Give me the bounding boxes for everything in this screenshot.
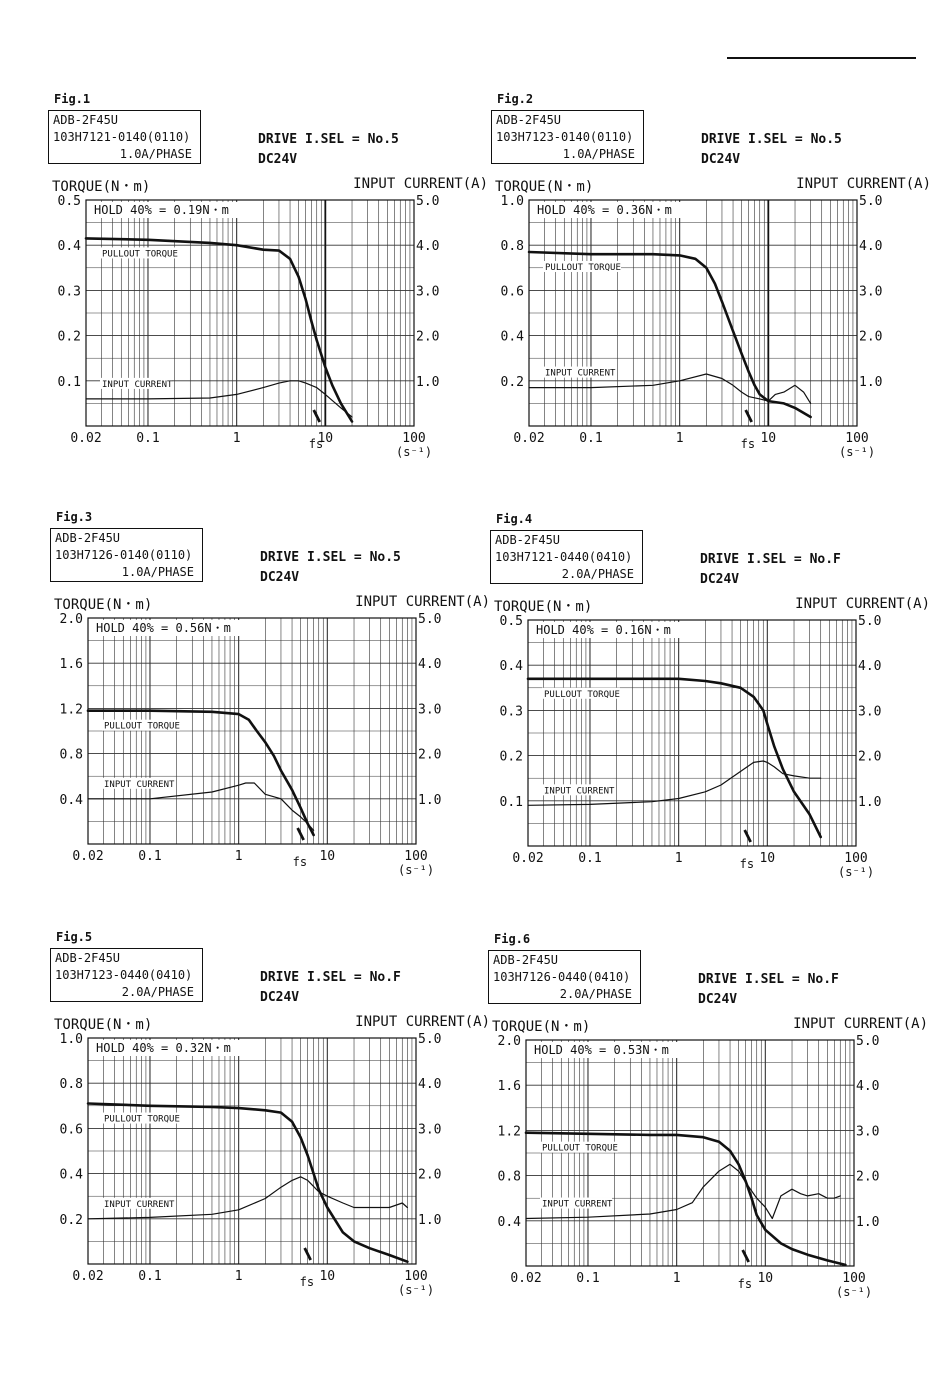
model-line: ADB-2F45U (496, 113, 562, 127)
y-tick-label: 0.4 (500, 329, 524, 345)
drive-select: DRIVE I.SEL = No.5 (701, 132, 842, 147)
plot-area (491, 92, 931, 472)
drive-select: DRIVE I.SEL = No.5 (258, 132, 399, 147)
y-tick-label: 0.4 (499, 659, 523, 675)
y-axis-title-left: TORQUE(N・m) (494, 599, 593, 615)
plot-area (488, 932, 928, 1312)
model-line: ADB-2F45U (55, 951, 121, 965)
y-right-tick-label: 2.0 (859, 329, 883, 345)
figure-2 (491, 92, 931, 512)
y-right-tick-label: 4.0 (856, 1079, 880, 1095)
drive-voltage: DC24V (701, 152, 741, 167)
y-tick-label: 1.0 (59, 1032, 83, 1047)
y-right-tick-label: 1.0 (416, 374, 440, 390)
y-right-tick-label: 3.0 (859, 284, 883, 300)
model-line: 2.0A/PHASE (559, 987, 632, 1001)
x-unit-label: (s⁻¹) (398, 863, 435, 877)
y-tick-label: 1.6 (59, 657, 83, 673)
grid (529, 200, 857, 426)
hold-torque-label: HOLD 40% = 0.19N・m (94, 203, 229, 217)
model-line: 2.0A/PHASE (121, 985, 194, 999)
y-tick-label: 1.6 (497, 1079, 521, 1095)
y-right-tick-label: 5.0 (858, 614, 882, 629)
drive-voltage: DC24V (258, 152, 298, 167)
series-label: PULLOUT TORQUE (542, 1143, 618, 1154)
drive-select: DRIVE I.SEL = No.F (700, 552, 841, 567)
x-tick-label: 0.02 (510, 1271, 542, 1286)
y-right-tick-label: 5.0 (418, 612, 442, 627)
y-axis-title-right: INPUT CURRENT(A) (796, 176, 931, 192)
x-tick-label: 100 (845, 431, 869, 446)
y-right-tick-label: 4.0 (858, 659, 882, 675)
drive-select: DRIVE I.SEL = No.5 (260, 550, 401, 565)
y-right-tick-label: 1.0 (418, 792, 442, 808)
hold-torque-label: HOLD 40% = 0.32N・m (96, 1041, 231, 1055)
y-right-tick-label: 2.0 (418, 1167, 442, 1183)
x-tick-label: 100 (842, 1271, 866, 1286)
hold-torque-label: HOLD 40% = 0.16N・m (536, 623, 671, 637)
y-tick-label: 0.5 (499, 614, 523, 629)
input-current-line (526, 1164, 840, 1218)
x-unit-label: (s⁻¹) (396, 445, 433, 459)
y-right-tick-label: 3.0 (418, 702, 442, 718)
figure-label: Fig.3 (56, 510, 93, 524)
y-tick-label: 1.0 (500, 194, 524, 209)
x-tick-label: 0.02 (513, 431, 545, 446)
x-unit-label: (s⁻¹) (839, 445, 876, 459)
hold-torque-label: HOLD 40% = 0.36N・m (537, 203, 672, 217)
y-tick-label: 0.2 (500, 374, 524, 390)
series-label: INPUT CURRENT (102, 379, 173, 390)
grid (86, 200, 414, 426)
drive-voltage: DC24V (260, 570, 300, 585)
y-right-tick-label: 5.0 (416, 194, 440, 209)
x-tick-label: 10 (319, 1269, 336, 1284)
plot-area (50, 930, 490, 1310)
y-tick-label: 0.4 (59, 1167, 83, 1183)
x-unit-label: (s⁻¹) (398, 1283, 435, 1297)
y-tick-label: 0.6 (500, 284, 524, 300)
y-right-tick-label: 4.0 (416, 239, 440, 255)
x-tick-label: 0.1 (138, 849, 162, 864)
pullout-torque-line (86, 238, 352, 421)
y-right-tick-label: 4.0 (418, 657, 442, 673)
top-rule (727, 57, 916, 59)
x-tick-label: 0.02 (70, 431, 102, 446)
x-tick-label: 1 (675, 431, 684, 446)
x-unit-label: (s⁻¹) (836, 1285, 873, 1299)
x-tick-label: 100 (404, 849, 428, 864)
y-tick-label: 0.2 (499, 749, 523, 765)
x-tick-label: 0.02 (72, 849, 104, 864)
model-line: 103H7121-0440(0410) (495, 550, 633, 564)
y-axis-title-left: TORQUE(N・m) (54, 597, 153, 613)
y-axis-title-right: INPUT CURRENT(A) (355, 1014, 490, 1030)
y-right-tick-label: 1.0 (858, 794, 882, 810)
model-line: ADB-2F45U (495, 533, 561, 547)
y-tick-label: 2.0 (497, 1034, 521, 1049)
y-axis-title-left: TORQUE(N・m) (54, 1017, 153, 1033)
y-tick-label: 0.3 (57, 284, 81, 300)
y-axis-title-right: INPUT CURRENT(A) (793, 1016, 928, 1032)
series-label: INPUT CURRENT (104, 1199, 175, 1210)
y-right-tick-label: 3.0 (858, 704, 882, 720)
fs-label: fs (308, 437, 324, 451)
model-line: 103H7123-0440(0410) (55, 968, 193, 982)
model-line: ADB-2F45U (55, 531, 121, 545)
figure-6 (488, 932, 928, 1352)
figure-label: Fig.4 (496, 512, 533, 526)
x-tick-label: 0.1 (579, 431, 603, 446)
x-tick-label: 10 (760, 431, 777, 446)
figure-label: Fig.2 (497, 92, 534, 106)
y-right-tick-label: 2.0 (416, 329, 440, 345)
model-line: 103H7123-0140(0110) (496, 130, 634, 144)
y-right-tick-label: 2.0 (856, 1169, 880, 1185)
model-line: 1.0A/PHASE (121, 565, 194, 579)
figure-3 (50, 510, 490, 930)
x-tick-label: 0.1 (576, 1271, 600, 1286)
fs-label: fs (740, 437, 756, 451)
series-label: PULLOUT TORQUE (104, 1114, 180, 1125)
y-tick-label: 0.5 (57, 194, 81, 209)
y-tick-label: 0.8 (500, 239, 524, 255)
drive-voltage: DC24V (698, 992, 738, 1007)
input-current-line (88, 783, 314, 830)
figure-1 (48, 92, 488, 512)
series-label: INPUT CURRENT (542, 1199, 613, 1210)
x-tick-label: 0.02 (72, 1269, 104, 1284)
y-tick-label: 0.8 (59, 1077, 83, 1093)
y-right-tick-label: 1.0 (859, 374, 883, 390)
figure-4 (490, 512, 930, 932)
x-tick-label: 100 (844, 851, 868, 866)
x-tick-label: 0.1 (578, 851, 602, 866)
figure-label: Fig.6 (494, 932, 531, 946)
model-line: 103H7126-0140(0110) (55, 548, 193, 562)
figure-5 (50, 930, 490, 1350)
series-label: INPUT CURRENT (544, 786, 615, 797)
y-right-tick-label: 2.0 (418, 747, 442, 763)
x-tick-label: 100 (402, 431, 426, 446)
model-line: 2.0A/PHASE (561, 567, 634, 581)
fs-label: fs (739, 857, 755, 871)
model-line: 103H7126-0440(0410) (493, 970, 631, 984)
x-tick-label: 0.02 (512, 851, 544, 866)
figure-label: Fig.1 (54, 92, 91, 106)
model-line: 1.0A/PHASE (562, 147, 635, 161)
drive-voltage: DC24V (700, 572, 740, 587)
hold-torque-label: HOLD 40% = 0.53N・m (534, 1043, 669, 1057)
x-tick-label: 1 (674, 851, 683, 866)
x-tick-label: 0.1 (138, 1269, 162, 1284)
y-tick-label: 0.4 (57, 239, 81, 255)
figure-label: Fig.5 (56, 930, 93, 944)
hold-torque-label: HOLD 40% = 0.56N・m (96, 621, 231, 635)
model-line: 103H7121-0140(0110) (53, 130, 191, 144)
y-right-tick-label: 3.0 (856, 1124, 880, 1140)
drive-voltage: DC24V (260, 990, 300, 1005)
x-tick-label: 10 (317, 431, 334, 446)
y-right-tick-label: 4.0 (859, 239, 883, 255)
y-right-tick-label: 5.0 (856, 1034, 880, 1049)
series-label: PULLOUT TORQUE (102, 249, 178, 260)
y-right-tick-label: 1.0 (418, 1212, 442, 1228)
x-tick-label: 10 (757, 1271, 774, 1286)
y-tick-label: 0.2 (59, 1212, 83, 1228)
y-tick-label: 0.8 (497, 1169, 521, 1185)
x-tick-label: 1 (232, 431, 241, 446)
y-tick-label: 1.2 (497, 1124, 521, 1140)
y-tick-label: 1.2 (59, 702, 83, 718)
y-tick-label: 2.0 (59, 612, 83, 627)
series-label: PULLOUT TORQUE (544, 689, 620, 700)
drive-select: DRIVE I.SEL = No.F (260, 970, 401, 985)
y-axis-title-left: TORQUE(N・m) (52, 179, 151, 195)
x-tick-label: 1 (672, 1271, 681, 1286)
y-right-tick-label: 2.0 (858, 749, 882, 765)
y-tick-label: 0.4 (59, 792, 83, 808)
y-tick-label: 0.2 (57, 329, 81, 345)
y-right-tick-label: 3.0 (418, 1122, 442, 1138)
y-axis-title-left: TORQUE(N・m) (492, 1019, 591, 1035)
fs-label: fs (737, 1277, 753, 1291)
pullout-torque-line (88, 1104, 407, 1262)
y-tick-label: 0.1 (499, 794, 523, 810)
y-axis-title-left: TORQUE(N・m) (495, 179, 594, 195)
model-line: ADB-2F45U (53, 113, 119, 127)
drive-select: DRIVE I.SEL = No.F (698, 972, 839, 987)
series-label: PULLOUT TORQUE (104, 721, 180, 732)
y-tick-label: 0.6 (59, 1122, 83, 1138)
x-tick-label: 1 (234, 849, 243, 864)
y-tick-label: 0.3 (499, 704, 523, 720)
y-tick-label: 0.1 (57, 374, 81, 390)
plot-area (490, 512, 930, 892)
x-unit-label: (s⁻¹) (838, 865, 875, 879)
y-right-tick-label: 3.0 (416, 284, 440, 300)
x-tick-label: 1 (234, 1269, 243, 1284)
model-line: ADB-2F45U (493, 953, 559, 967)
x-tick-label: 10 (759, 851, 776, 866)
grid (88, 1038, 416, 1264)
y-tick-label: 0.4 (497, 1214, 521, 1230)
y-right-tick-label: 1.0 (856, 1214, 880, 1230)
model-line: 1.0A/PHASE (119, 147, 192, 161)
fs-label: fs (292, 855, 308, 869)
y-axis-title-right: INPUT CURRENT(A) (795, 596, 930, 612)
y-right-tick-label: 5.0 (859, 194, 883, 209)
series-label: INPUT CURRENT (545, 368, 616, 379)
y-right-tick-label: 5.0 (418, 1032, 442, 1047)
y-axis-title-right: INPUT CURRENT(A) (353, 176, 488, 192)
plot-area (48, 92, 488, 472)
series-label: PULLOUT TORQUE (545, 262, 621, 273)
plot-area (50, 510, 490, 890)
x-tick-label: 0.1 (136, 431, 160, 446)
fs-label: fs (299, 1275, 315, 1289)
x-tick-label: 100 (404, 1269, 428, 1284)
y-right-tick-label: 4.0 (418, 1077, 442, 1093)
y-axis-title-right: INPUT CURRENT(A) (355, 594, 490, 610)
series-label: INPUT CURRENT (104, 779, 175, 790)
y-tick-label: 0.8 (59, 747, 83, 763)
x-tick-label: 10 (319, 849, 336, 864)
